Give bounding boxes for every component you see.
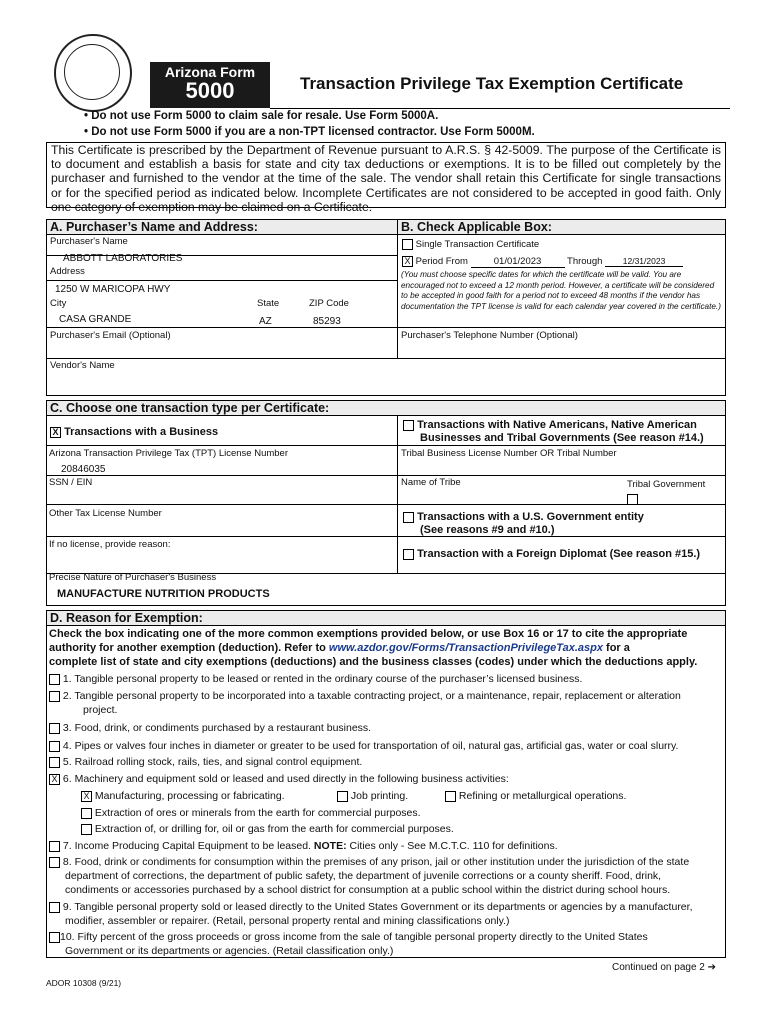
single-transaction-checkbox[interactable] [402, 239, 413, 250]
period-option[interactable] [402, 256, 683, 268]
business-label: Transactions with a Business [64, 426, 219, 438]
tribal-government-checkbox[interactable] [627, 491, 638, 509]
address-value[interactable]: 1250 W MARICOPA HWY [55, 284, 171, 295]
reason-6e-label: Extraction of, or drilling for, oil or gas from the earth for commercial purposes. [94, 823, 454, 835]
business-option[interactable] [50, 426, 218, 438]
reason-10[interactable] [49, 930, 648, 944]
business-checkbox[interactable]: X [50, 427, 61, 438]
reason-8-continued-2: condiments or accessories purchased by a school district for consumption at a public school within the district during school hours. [65, 884, 671, 896]
reason-6b-label: Job printing. [350, 790, 409, 802]
tribal-license-label: Tribal Business License Number OR Tribal Number [401, 448, 617, 459]
reason-3[interactable] [49, 721, 371, 735]
reason-6[interactable] [49, 772, 509, 786]
reason-6e[interactable] [81, 822, 454, 836]
reason-7-checkbox[interactable] [49, 841, 60, 852]
reason-4-label: 4. Pipes or valves four inches in diameter or greater to be used for transportation of oil, natural gas, artificial gas, water or coal slurry. [62, 740, 679, 752]
reason-6c-label: Refining or metallurgical operations. [458, 790, 627, 802]
address-label: Address [50, 266, 85, 277]
reason-6c[interactable] [445, 789, 626, 803]
foreign-diplomat-checkbox[interactable] [403, 549, 414, 560]
reason-6d-checkbox[interactable] [81, 808, 92, 819]
reason-6-checkbox[interactable]: X [49, 774, 60, 785]
city-label: City [50, 298, 67, 309]
form-label: Arizona Form [164, 64, 256, 80]
us-government-label-2: (See reasons #9 and #10.) [420, 524, 555, 536]
reason-8[interactable] [49, 855, 725, 869]
section-c-header: C. Choose one transaction type per Certificate: [47, 401, 725, 416]
reason-6a-label: Manufacturing, processing or fabricating. [94, 790, 285, 802]
reason-2-label: 2. Tangible personal property to be incorporated into a taxable contracting project, or a maintenance, repair, replacement or alteration [62, 690, 681, 702]
instructions-line-1: Check the box indicating one of the more common exemptions provided below, or use Box 16 or 17 to cite the appropriate [49, 628, 688, 640]
single-transaction-option[interactable] [402, 239, 539, 250]
nature-of-business-label: Precise Nature of Purchaser's Business [49, 572, 217, 583]
native-american-label-1: Transactions with Native Americans, Native American [417, 419, 697, 431]
purchaser-email-label: Purchaser's Email (Optional) [50, 330, 171, 341]
through-value[interactable]: 12/31/2023 [605, 256, 683, 267]
us-government-option[interactable] [403, 511, 644, 523]
reason-9-continued: modifier, assembler or repairer. (Retail, personal property rental and mining classifications only.) [65, 915, 510, 927]
page-title: Transaction Privilege Tax Exemption Certificate [300, 74, 684, 93]
reason-7[interactable] [49, 839, 558, 853]
reason-5-checkbox[interactable] [49, 757, 60, 768]
native-american-option[interactable] [403, 419, 697, 431]
reason-5-label: 5. Railroad rolling stock, rails, ties, and signal control equipment. [62, 756, 363, 768]
tpt-license-label: Arizona Transaction Privilege Tax (TPT) License Number [49, 448, 289, 459]
reason-2[interactable] [49, 689, 681, 703]
purchaser-name-value[interactable]: ABBOTT LABORATORIES [63, 253, 183, 264]
nature-of-business-value[interactable]: MANUFACTURE NUTRITION PRODUCTS [57, 588, 270, 600]
instructions-line-2 [49, 641, 725, 655]
reason-2-continued: project. [83, 704, 118, 716]
reason-6d[interactable] [81, 806, 421, 820]
purchaser-phone-label: Purchaser's Telephone Number (Optional) [401, 330, 578, 341]
reason-8-continued-1: department of corrections, the department of public safety, the department of juvenile corrections or a county sheriff. Food, drink, [65, 870, 662, 882]
foreign-diplomat-option[interactable] [403, 548, 700, 560]
reason-10-label: 10. Fifty percent of the gross proceeds or gross income from the sale of tangible personal property directly to the United States [60, 931, 648, 943]
section-d [46, 610, 726, 958]
reason-8-label: 8. Food, drink or condiments for consumption within the premises of any prison, jail or other institution under the jurisdiction of the state [62, 856, 690, 868]
section-a-title: A. Purchaser’s Name and Address: [50, 220, 258, 234]
form-code: ADOR 10308 (9/21) [46, 978, 122, 988]
reason-4[interactable] [49, 739, 678, 753]
reason-3-checkbox[interactable] [49, 723, 60, 734]
us-government-checkbox[interactable] [403, 512, 414, 523]
period-from-value[interactable]: 01/01/2023 [471, 256, 565, 268]
zip-value[interactable]: 85293 [313, 316, 341, 327]
reason-9[interactable] [49, 900, 693, 914]
reason-9-label: 9. Tangible personal property sold or leased directly to the United States Government or its departments or agencies by a manufacturer, [62, 901, 693, 913]
purchaser-name-label: Purchaser's Name [50, 236, 128, 247]
section-c [46, 400, 726, 606]
single-transaction-label: Single Transaction Certificate [415, 239, 540, 251]
reason-8-checkbox[interactable] [49, 857, 60, 868]
reason-6d-label: Extraction of ores or minerals from the earth for commercial purposes. [94, 807, 421, 819]
form-number-badge [150, 62, 270, 108]
section-d-header: D. Reason for Exemption: [47, 611, 725, 626]
other-license-label: Other Tax License Number [49, 508, 162, 519]
no-license-reason-label: If no license, provide reason: [49, 539, 171, 550]
reason-6b-checkbox[interactable] [337, 791, 348, 802]
tpt-license-value[interactable]: 20846035 [61, 464, 106, 475]
state-label: State [257, 298, 280, 309]
vendor-name-label: Vendor's Name [50, 360, 115, 371]
reason-10-continued: Government or its departments or agencies. (Retail classification only.) [65, 945, 394, 957]
reason-1[interactable] [49, 672, 582, 686]
reason-1-checkbox[interactable] [49, 674, 60, 685]
reason-5[interactable] [49, 755, 362, 769]
tribe-name-label: Name of Tribe [401, 477, 461, 488]
reason-3-label: 3. Food, drink, or condiments purchased by a restaurant business. [62, 722, 372, 734]
state-value[interactable]: AZ [259, 316, 272, 327]
section-a-b-header [47, 220, 725, 235]
reason-7-label: 7. Income Producing Capital Equipment to be leased. [62, 840, 311, 852]
reason-2-checkbox[interactable] [49, 691, 60, 702]
reason-6-label: 6. Machinery and equipment sold or leased and used directly in the following business activities: [62, 773, 509, 785]
intro-paragraph: This Certificate is prescribed by the Department of Revenue pursuant to A.R.S. § 42-5009. The purpose of the Certificate is to document and establish a basis for state and city tax deductions or exemptions. It is to be filled out completely by the purchaser and furnished to the vendor at the time of the sale. The vendor shall retain this Certificate for single transactions or for the specified period as indicated below. Incomplete Certificates are not considered to be accepted in good faith. Only one category of exemption may be claimed on a Certificate. [46, 142, 726, 208]
instructions-link[interactable]: www.azdor.gov/Forms/TransactionPrivilegeTax.aspx [328, 642, 603, 654]
tribal-government-label: Tribal Government [627, 479, 706, 490]
reason-6a-checkbox[interactable]: X [81, 791, 92, 802]
reason-6b[interactable] [337, 789, 408, 803]
foreign-diplomat-label: Transaction with a Foreign Diplomat (See reason #15.) [417, 548, 701, 560]
us-government-label-1: Transactions with a U.S. Government entity [417, 511, 644, 523]
instructions-line-2a: authority for another exemption (deduction). Refer to [49, 642, 329, 654]
ssn-ein-label: SSN / EIN [49, 477, 93, 488]
reason-7-note-label: NOTE: [313, 840, 347, 852]
reason-7-note: Cities only - See M.C.T.C. 110 for definitions. [346, 840, 558, 852]
city-value[interactable]: CASA GRANDE [59, 314, 132, 325]
reason-6a[interactable] [81, 789, 285, 803]
period-from-label: Period From [415, 256, 468, 268]
through-label: Through [567, 256, 603, 268]
reason-10-checkbox[interactable] [49, 932, 60, 943]
reason-4-checkbox[interactable] [49, 741, 60, 752]
bullet-2: • Do not use Form 5000 if you are a non-TPT licensed contractor. Use Form 5000M. [84, 126, 535, 138]
instructions-line-3: complete list of state and city exemptions (deductions) and the business classes (codes) under which the deductions apply. [49, 656, 698, 668]
arizona-state-seal [54, 34, 132, 112]
zip-label: ZIP Code [309, 298, 349, 309]
reason-1-label: 1. Tangible personal property to be leased or rented in the ordinary course of the purchaser’s licensed business. [62, 673, 583, 685]
form-number: 5000 [185, 78, 235, 103]
bullet-1: • Do not use Form 5000 to claim sale for resale. Use Form 5000A. [84, 110, 439, 122]
period-note: (You must choose specific dates for which the certificate will be valid. You are encouraged not to exceed a 12 month period. However, a certificate will be considered to be accepted in good faith for a period not to exceed 48 months if the vendor has documentation the TPT license is valid for each calendar year covered in the certificate.) [401, 270, 721, 311]
section-b-title: B. Check Applicable Box: [401, 220, 552, 234]
instructions-line-2b: for a [602, 642, 630, 654]
reason-6e-checkbox[interactable] [81, 824, 92, 835]
section-a-b [46, 219, 726, 396]
section-d-instructions [49, 627, 725, 669]
period-checkbox[interactable]: X [402, 256, 413, 267]
native-american-label-2: Businesses and Tribal Governments (See reason #14.) [420, 432, 704, 444]
reason-6c-checkbox[interactable] [445, 791, 456, 802]
native-american-checkbox[interactable] [403, 420, 414, 431]
reason-9-checkbox[interactable] [49, 902, 60, 913]
continued-note: Continued on page 2 ➔ [612, 962, 717, 973]
